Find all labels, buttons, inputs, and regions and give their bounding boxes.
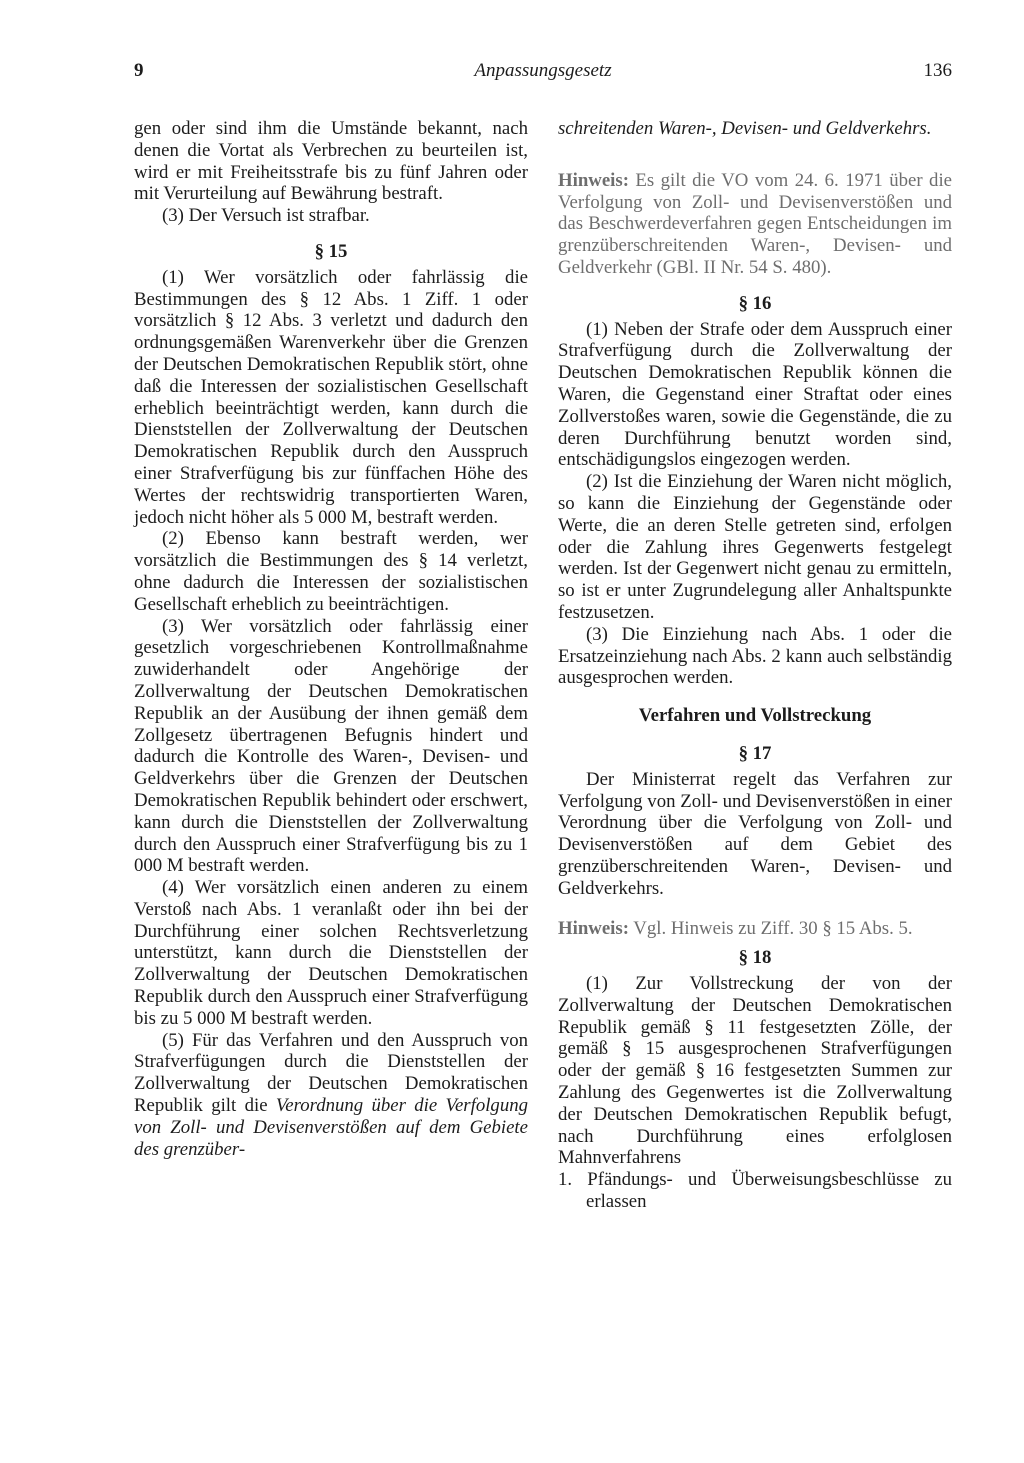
paragraph: gen oder sind ihm die Umstände bekannt, nach denen die Vortat als Verbrechen zu beurteilen ist, wird er mit Freiheitsstrafe bis zu fünf Jahren oder mit Verurteilung auf Bewährung bestraft.	[134, 118, 528, 205]
paragraph: (3) Die Einziehung nach Abs. 1 oder die Ersatzeinziehung nach Abs. 2 kann auch selbständig ausgesprochen werden.	[558, 623, 952, 689]
running-title: Anpassungsgesetz	[474, 60, 612, 81]
paragraph: (2) Ist die Einziehung der Waren nicht möglich, so kann die Einziehung der Gegenstände oder Werte, die an deren Stelle getreten sind, erfolgen oder die Zahlung ihres Gegenwerts festgelegt werden. Ist der Gegenwert nicht genau zu ermitteln, so ist er unter Zugrundelegung aller Anhaltspunkte festzusetzen.	[558, 471, 952, 623]
chapter-number: 9	[134, 60, 144, 81]
section-heading-15: § 15	[314, 240, 348, 262]
note-text: Es gilt die VO vom 24. 6. 1971 über die Verfolgung von Zoll- und Devisenverstößen und das Beschwerdeverfahren gegen Entscheidungen im grenzüberschreitenden Waren-, Devisen- und Geldverkehr (GBl. II Nr. 54 S. 480).	[558, 169, 952, 278]
paragraph: (1) Neben der Strafe oder dem Ausspruch einer Strafverfügung durch die Zollverwaltung der Deutschen Demokratischen Republik können die Waren, die Gegenstand einer Straftat oder eines Zollverstoßes waren, sowie die Gegenstände, die zu deren Durchführung benutzt worden sind, entschädigungslos eingezogen werden.	[558, 318, 952, 471]
paragraph	[134, 1030, 528, 1161]
paragraph: Der Ministerrat regelt das Verfahren zur Verfolgung von Zoll- und Devisenverstößen in einer Verordnung über die Verfolgung von Zoll- und Devisenverstößen auf dem Gebiet des grenzüberschreitenden Waren-, Devisen- und Geldverkehrs.	[558, 768, 952, 899]
paragraph: (4) Wer vorsätzlich einen anderen zu einem Verstoß nach Abs. 1 veranlaßt oder ihn bei der Durchführung einer solchen Rechtsverletzung unterstützt, kann durch die Dienststellen der Zollverwaltung der Deutschen Demokratischen Republik durch den Ausspruch einer Strafverfügung bis zu 5 000 M bestraft werden.	[134, 877, 528, 1029]
list-item: 1. Pfändungs- und Überweisungsbeschlüsse zu erlassen	[558, 1169, 952, 1213]
paragraph: (3) Wer vorsätzlich oder fahrlässig einer gesetzlich vorgeschriebenen Kontrollmaßnahme zuwiderhandelt oder Angehörige der Zollverwaltung der Deutschen Demokratischen Republik an der Ausübung der ihnen gemäß dem Zollgesetz übertragenen Befugnis hindert und dadurch die Kontrolle des Waren-, Devisen- und Geldverkehrs über die Grenzen der Deutschen Demokratischen Republik behindert oder erschwert, kann durch die Dienststellen der Zollverwaltung durch den Ausspruch einer Strafverfügung bis zu 1 000 M bestraft werden.	[134, 615, 528, 877]
paragraph: (2) Ebenso kann bestraft werden, wer vorsätzlich die Bestimmungen des § 14 verletzt, ohne dadurch die Interessen der sozialistischen Gesellschaft erheblich zu beeinträchtigen.	[134, 528, 528, 615]
section-heading-17: § 17	[738, 742, 772, 764]
paragraph: (1) Wer vorsätzlich oder fahrlässig die Bestimmungen des § 12 Abs. 1 Ziff. 1 oder vorsätzlich § 12 Abs. 3 verletzt und dadurch den ordnungsgemäßen Warenverkehr über die Grenzen der Deutschen Demokratischen Republik stört, ohne daß die Interessen der sozialistischen Gesellschaft erheblich beeinträchtigt werden, kann durch die Dienststellen der Zollverwaltung der Deutschen Demokratischen Republik durch den Ausspruch einer Strafverfügung bis zur fünffachen Höhe des Wertes der rechtswidrig transportierten Waren, jedoch nicht höher als 5 000 M, bestraft werden.	[134, 266, 528, 528]
note-label: Hinweis:	[558, 169, 629, 191]
note-text: Vgl. Hinweis zu Ziff. 30 § 15 Abs. 5.	[628, 917, 913, 939]
paragraph	[558, 118, 952, 140]
paragraph: (1) Zur Vollstreckung der von der Zollverwaltung der Deutschen Demokratischen Republik gemäß § 11 festgesetzten Zölle, der gemäß § 15 ausgesprochenen Strafverfügungen oder der gemäß § 16 festgesetzten Summen zur Zahlung des Gegenwertes ist die Zollverwaltung der Deutschen Demokratischen Republik befugt, nach Durchführung eines erfolglosen Mahnverfahrens	[558, 973, 952, 1169]
left-column	[134, 118, 528, 1160]
section-heading-16: § 16	[738, 292, 772, 314]
regulation-title: Verordnung über die Verfolgung von Zoll- und Devisenverstößen auf dem Gebiete des grenzüber-	[134, 1095, 528, 1160]
note	[558, 170, 952, 279]
note	[558, 918, 952, 940]
page-number: 136	[923, 60, 952, 81]
note-label: Hinweis:	[558, 917, 629, 939]
section-heading-18: § 18	[738, 947, 772, 969]
paragraph-text: (5) Für das Verfahren und den Ausspruch von Strafverfügungen durch die Dienststellen der Zollverwaltung der Deutschen Demokratischen Republik gilt die	[134, 1029, 528, 1117]
regulation-title-continued: schreitenden Waren-, Devisen- und Geldverkehrs.	[558, 118, 932, 139]
right-column	[558, 118, 952, 1213]
page-header	[134, 60, 952, 88]
paragraph: (3) Der Versuch ist strafbar.	[162, 205, 370, 227]
subheading: Verfahren und Vollstreckung	[638, 705, 872, 727]
